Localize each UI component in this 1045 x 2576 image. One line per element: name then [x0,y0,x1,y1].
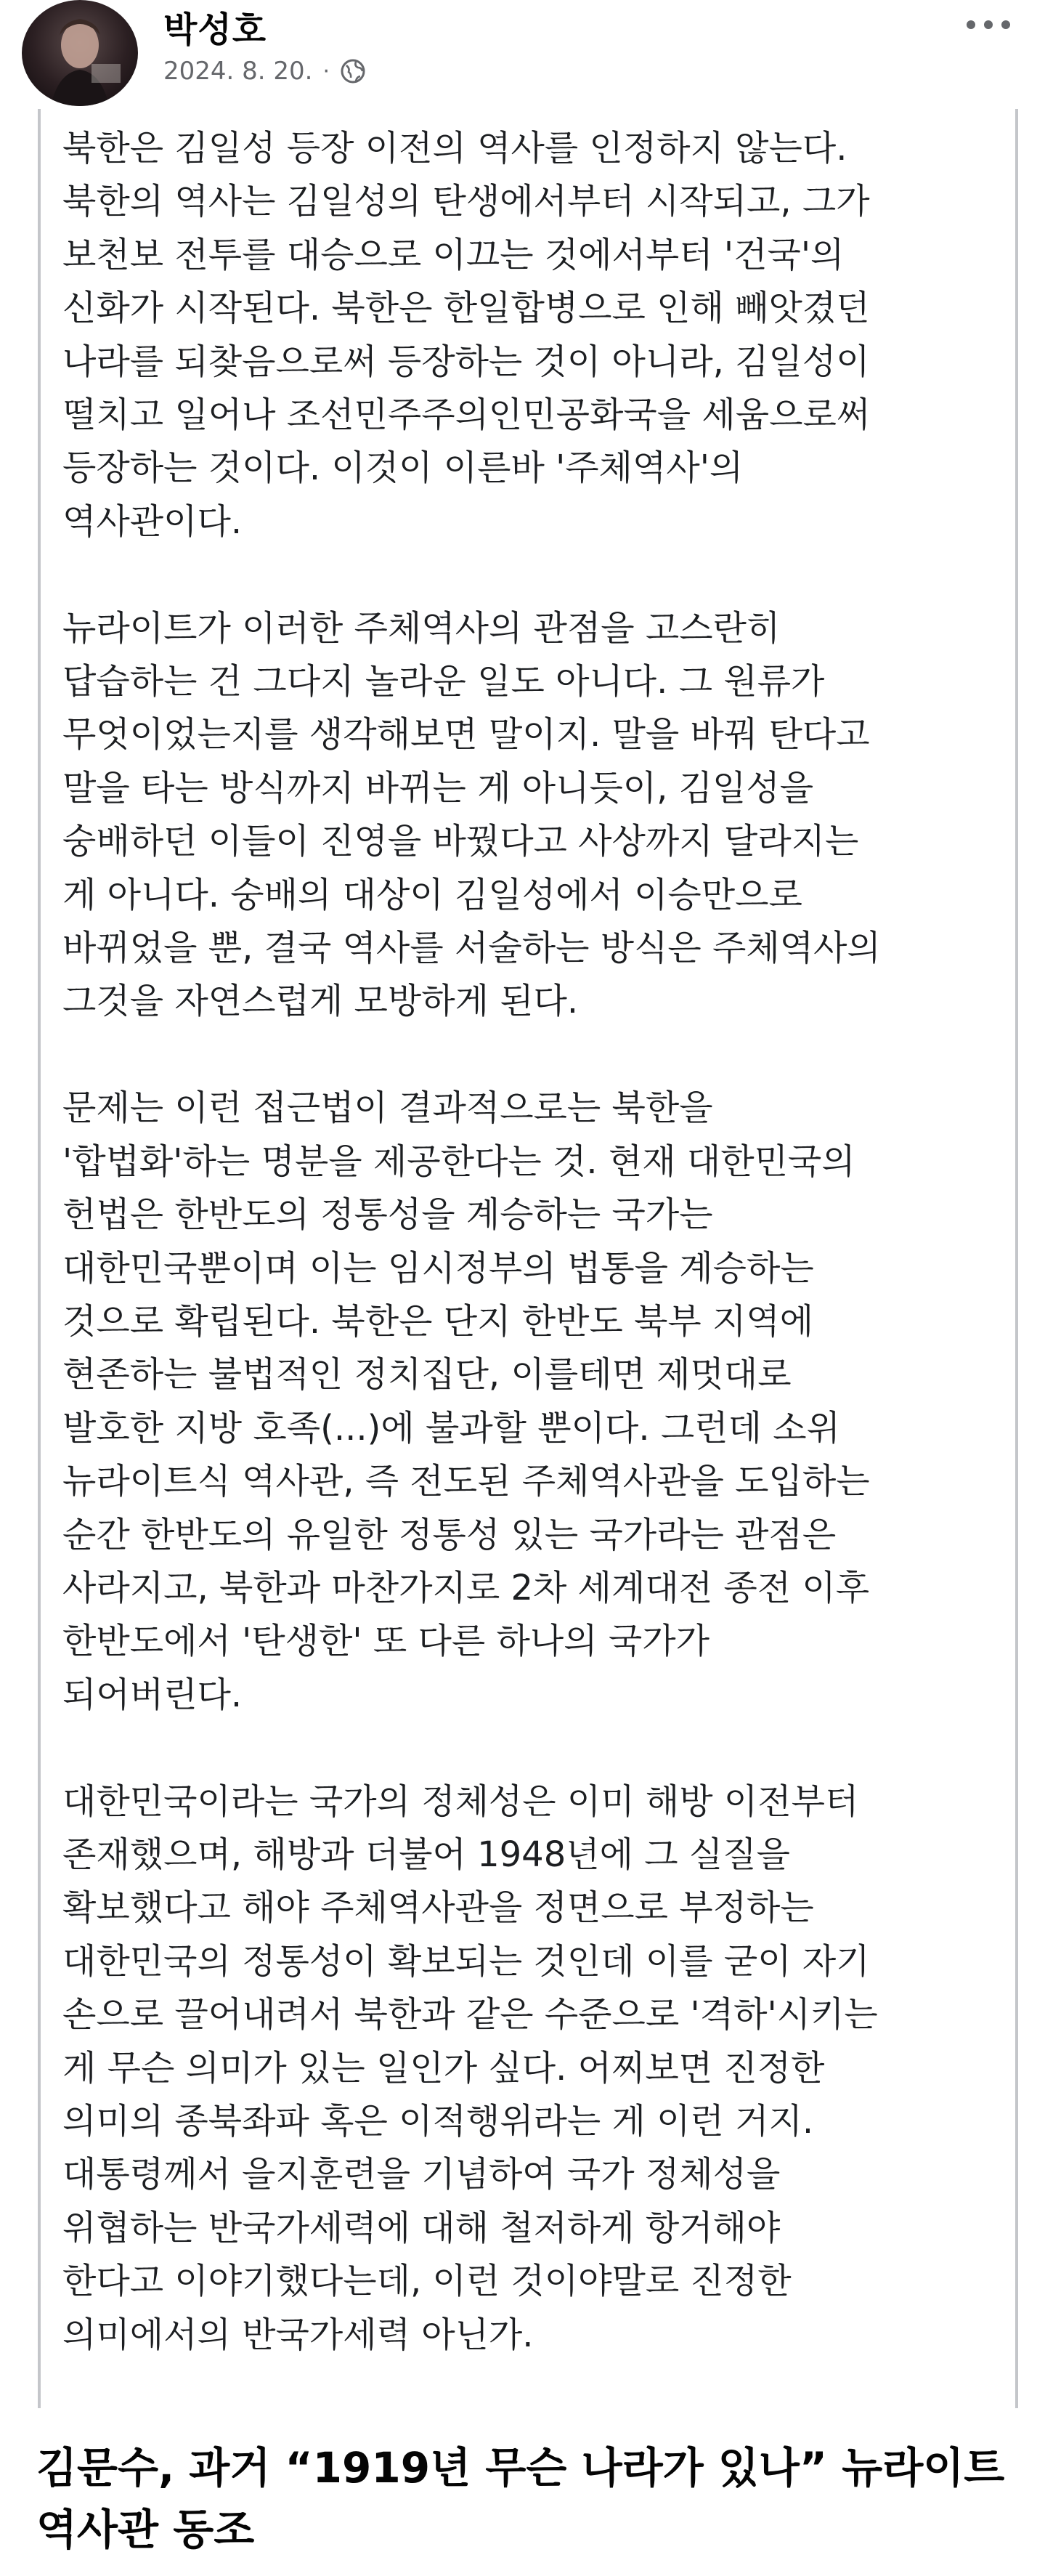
text-line: 한다고 이야기했다는데, 이런 것이야말로 진정한 [62,2261,792,2302]
text-line: 신화가 시작된다. 북한은 한일합병으로 인해 빼앗겼던 [62,288,870,329]
globe-icon[interactable] [340,58,366,84]
text-line: 무엇이었는지를 생각해보면 말이지. 말을 바꿔 탄다고 [62,714,870,756]
text-line: 한반도에서 '탄생한' 또 다른 하나의 국가가 [62,1621,709,1662]
text-line: '합법화'하는 명분을 제공한다는 것. 현재 대한민국의 [62,1141,855,1182]
text-line: 대한민국뿐이며 이는 임시정부의 법통을 계승하는 [62,1247,814,1289]
text-line: 대통령께서 을지훈련을 기념하여 국가 정체성을 [62,2154,781,2195]
meta-separator: · [322,58,330,84]
paragraph-4 [62,1775,1007,2362]
author-avatar[interactable] [22,0,138,106]
text-line: 바뀌었을 뿐, 결국 역사를 서술하는 방식은 주체역사의 [62,928,881,969]
text-line: 대한민국이라는 국가의 정체성은 이미 해방 이전부터 [62,1781,859,1822]
link-title-line: 역사관 동조 [36,2505,255,2554]
text-line: 게 아니다. 숭배의 대상이 김일성에서 이승만으로 [62,874,802,915]
text-line: 나라를 되찾음으로써 등장하는 것이 아니라, 김일성이 [62,341,870,382]
text-line: 문제는 이런 접근법이 결과적으로는 북한을 [62,1087,713,1129]
text-line: 역사관이다. [62,501,243,542]
text-line: 답습하는 건 그다지 놀라운 일도 아니다. 그 원류가 [62,661,825,702]
text-line: 순간 한반도의 유일한 정통성 있는 국가라는 관점은 [62,1514,837,1555]
post-date[interactable]: 2024. 8. 20. [163,57,313,86]
author-name[interactable]: 박성호 [163,9,267,50]
text-line: 말을 타는 방식까지 바뀌는 게 아니듯이, 김일성을 [62,767,814,809]
text-line: 떨치고 일어나 조선민주주의인민공화국을 세움으로써 [62,394,871,436]
more-options-icon[interactable] [959,10,1017,39]
text-line: 등장하는 것이다. 이것이 이른바 '주체역사'의 [62,447,744,489]
text-line: 대한민국의 정통성이 확보되는 것인데 이를 굳이 자기 [62,1940,870,1982]
link-title-line: 김문수, 과거 “1919년 무슨 나라가 있나” 뉴라이트 [36,2443,1005,2492]
post-header [0,0,1045,116]
link-preview-title[interactable] [36,2437,1024,2561]
text-line: 헌법은 한반도의 정통성을 계승하는 국가는 [62,1194,713,1236]
text-line: 되어버린다. [62,1674,243,1715]
text-line: 의미의 종북좌파 혹은 이적행위라는 게 이런 거지. [62,2100,814,2142]
text-line: 숭배하던 이들이 진영을 바꿨다고 사상까지 달라지는 [62,821,859,862]
quote-border-right [1015,109,1018,2408]
text-line: 게 무슨 의미가 있는 일인가 싶다. 어찌보면 진정한 [62,2047,825,2089]
text-line: 사라지고, 북한과 마찬가지로 2차 세계대전 종전 이후 [62,1567,870,1608]
text-line: 보천보 전투를 대승으로 이끄는 것에서부터 '건국'의 [62,234,845,275]
text-line: 확보했다고 해야 주체역사관을 정면으로 부정하는 [62,1887,814,1929]
text-line: 위협하는 반국가세력에 대해 철저하게 항거해야 [62,2207,781,2248]
paragraph-2 [62,602,1007,1029]
text-line: 의미에서의 반국가세력 아닌가. [62,2314,534,2355]
text-line: 뉴라이트가 이러한 주체역사의 관점을 고스란히 [62,607,781,649]
text-line: 뉴라이트식 역사관, 즉 전도된 주체역사관을 도입하는 [62,1461,870,1502]
text-line: 북한의 역사는 김일성의 탄생에서부터 시작되고, 그가 [62,181,870,222]
text-line: 발호한 지방 호족(...)에 불과할 뿐이다. 그런데 소위 [62,1407,841,1449]
paragraph-1 [62,122,1007,548]
text-line: 존재했으며, 해방과 더불어 1948년에 그 실질을 [62,1834,790,1875]
paragraph-3 [62,1082,1007,1722]
text-line: 손으로 끌어내려서 북한과 같은 수준으로 '격하'시키는 [62,1994,878,2036]
text-line: 그것을 자연스럽게 모방하게 된다. [62,981,579,1022]
post-body [62,122,1007,2415]
quote-border-left [38,109,41,2408]
text-line: 북한은 김일성 등장 이전의 역사를 인정하지 않는다. [62,128,847,169]
text-line: 현존하는 불법적인 정치집단, 이를테면 제멋대로 [62,1354,792,1396]
text-line: 것으로 확립된다. 북한은 단지 한반도 북부 지역에 [62,1300,814,1342]
post-meta [163,57,366,86]
